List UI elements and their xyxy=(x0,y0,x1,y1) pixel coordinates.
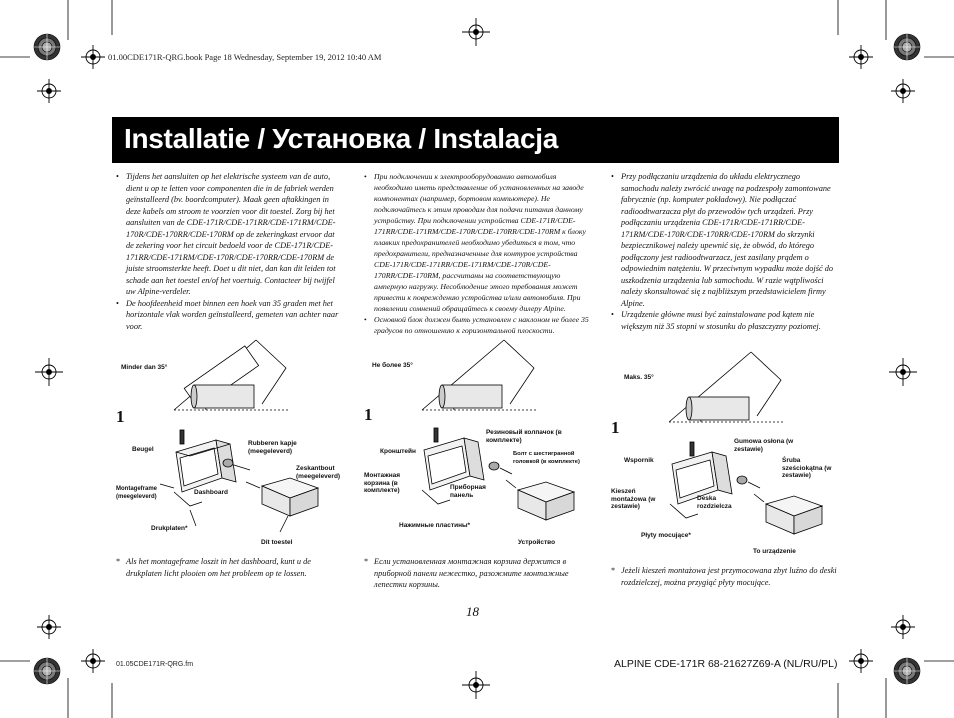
angle-diagram-dutch xyxy=(170,338,290,416)
russian-label-bracket: Кронштейн xyxy=(380,448,416,455)
russian-label-rubber-cap: Резиновый колпачок (в комплекте) xyxy=(486,429,562,444)
russian-bullet: • Основной блок должен быть установлен с наклоном не более 35 градусов по отношению к горизонтальной плоскости. xyxy=(364,314,592,336)
russian-bullet-list xyxy=(364,171,592,336)
polish-label-pressure-plates: Płyty mocujące* xyxy=(641,532,691,539)
russian-label-mounting-frame: Монтажная корзина (в комплекте) xyxy=(364,472,401,494)
polish-label-hex-bolt: Śruba sześciokątna (w zestawie) xyxy=(782,457,832,479)
title-bar xyxy=(112,117,839,163)
polish-label-mounting-frame: Kieszeń montażowa (w zestawie) xyxy=(611,488,656,510)
footer-filename: 01.05CDE171R-QRG.fm xyxy=(116,661,194,668)
polish-footnote-text: Jeżeli kieszeń montażowa jest przymocowana zbyt luźno do deski rozdzielczej, można przygiąć płyty mocujące. xyxy=(621,566,837,587)
dutch-label-pressure-plates: Drukplaten* xyxy=(151,525,188,532)
dutch-label-hex-bolt: Zeskantbout (meegeleverd) xyxy=(296,465,341,480)
dutch-footnote xyxy=(116,556,344,579)
dutch-bullet: • De hoofdeenheid moet binnen een hoek van 35 graden met het horizontale vlak worden geïnstalleerd, gemeten van achter naar voor. xyxy=(116,298,344,333)
dutch-text xyxy=(116,171,344,332)
dutch-footnote-text: Als het montageframe loszit in het dashboard, kunt u de drukplaten licht plooien om het probleem op te lossen. xyxy=(126,557,311,578)
russian-label-hex-bolt: Болт с шестигранной головкой (в комплекте) xyxy=(513,451,580,465)
dutch-angle-label: Minder dan 35° xyxy=(121,364,168,371)
footnote-marker: * xyxy=(364,557,369,566)
dutch-label-bracket: Beugel xyxy=(132,446,154,453)
russian-label-dashboard: Приборная панель xyxy=(450,484,486,499)
russian-bullet: • При подключении к электрооборудованию автомобиля необходимо иметь представление об установленных на заводе компонентах (например, бортовом компьютере). Не подключайтесь к этим проводам для подачи питания данному устройству. При подключении устройства CDE-171R/CDE-171RR/CDE-171RM/CDE-170R/CDE-170RR/CDE-170RM к блоку плавких предохранителей необходимо убедиться в том, что предохранители, предназначенные для контуров устройства CDE-171R/CDE-171RR/CDE-171RM/CDE-170R/CDE-170RR/CDE-170RM, рассчитаны на соответствующую амперную нагрузку. Несоблюдение этого требования может привести к повреждению устройства и/или автомобиля. При появлении сомнений обращайтесь к своему дилеру Alpine. xyxy=(364,171,592,314)
print-header-note: 01.00CDE171R-QRG.book Page 18 Wednesday, September 19, 2012 10:40 AM xyxy=(108,52,382,62)
dutch-bullet-list xyxy=(116,171,344,332)
polish-label-bracket: Wspornik xyxy=(624,457,654,464)
dutch-label-device: Dit toestel xyxy=(261,539,293,546)
footnote-marker: * xyxy=(116,557,121,566)
russian-label-device: Устройство xyxy=(518,539,556,546)
russian-footnote xyxy=(364,556,592,591)
dutch-bullet: • Tijdens het aansluiten op het elektrische systeem van de auto, dient u op te letten voor componenten die in de fabriek werden geïnstalleerd (bv. boordcomputer). Maak geen aftakkingen in deze kabels om stroom te voorzien voor dit toestel. Zorg bij het aansluiten van de CDE-171R/CDE-171RR/CDE-171RM/CDE-170R/CDE-170RR/CDE-170RM op de zekeringkast ervoor dat de zekering voor het circuit bedoeld voor de CDE-171R/CDE-171RR/CDE-171RM/CDE-170R/CDE-170RR/CDE-170RM de juiste stroomsterkte heeft. Doet u dit niet, dan kan dit leiden tot schade aan het toestel en/of het voertuig. Contacteer bij twijfel uw Alpine-verdeler. xyxy=(116,171,344,298)
polish-text xyxy=(611,171,839,332)
polish-bullet-list xyxy=(611,171,839,332)
polish-label-rubber-cap: Gumowa osłona (w zestawie) xyxy=(734,438,794,453)
page-number: 18 xyxy=(466,604,479,619)
russian-step-number: 1 xyxy=(364,405,373,424)
polish-bullet: • Urządzenie główne musi być zainstalowane pod kątem nie większym niż 35 stopni w stosunku do płaszczyzny poziomej. xyxy=(611,309,839,332)
footnote-marker: * xyxy=(611,566,616,575)
dutch-label-mounting-frame: Montageframe (meegeleverd) xyxy=(116,486,158,500)
footer-model-info: ALPINE CDE-171R 68-21627Z69-A (NL/RU/PL) xyxy=(614,658,838,670)
dutch-step-number: 1 xyxy=(116,407,125,426)
dutch-label-rubber-cap: Rubberen kapje (meegeleverd) xyxy=(248,440,297,455)
angle-diagram-russian xyxy=(418,338,538,416)
russian-label-pressure-plates: Нажимные пластины* xyxy=(399,522,471,529)
dutch-label-dashboard: Dashboard xyxy=(194,489,228,496)
polish-footnote xyxy=(611,565,839,588)
polish-bullet: • Przy podłączaniu urządzenia do układu elektrycznego samochodu należy zwrócić uwagę na podzespoły zamontowane fabrycznie (np. komputer pokładowy). Nie podłączać radioodtwarzacza płyt do przewodów tych urządzeń. Przy podłączaniu urządzenia CDE-171R/CDE-171RR/CDE-171RM/CDE-170R/CDE-170RR/CDE-170RM do skrzynki bezpiecznikowej należy upewnić się, że obwód, do którego podłączony jest radioodtwarzacz, jest zasilany prądem o odpowiednim natężeniu. W przeciwnym wypadku może dojść do uszkodzenia urządzenia lub samochodu. W razie wątpliwości należy skonsultować się z najbliższym przedstawicielem firmy Alpine. xyxy=(611,171,839,309)
polish-angle-label: Maks. 35° xyxy=(624,374,654,381)
polish-step-number: 1 xyxy=(611,418,620,437)
russian-angle-label: Не более 35° xyxy=(372,362,413,369)
russian-footnote-text: Если установленная монтажная корзина держится в приборной панели нежестко, разожмите монтажные лепестки корзины. xyxy=(374,557,569,589)
polish-label-device: To urządzenie xyxy=(753,548,796,555)
polish-label-dashboard: Deska rozdzielcza xyxy=(697,495,732,510)
russian-text xyxy=(364,171,592,336)
angle-diagram-polish xyxy=(665,350,785,428)
page-title: Installatie / Установка / Instalacja xyxy=(124,123,558,154)
